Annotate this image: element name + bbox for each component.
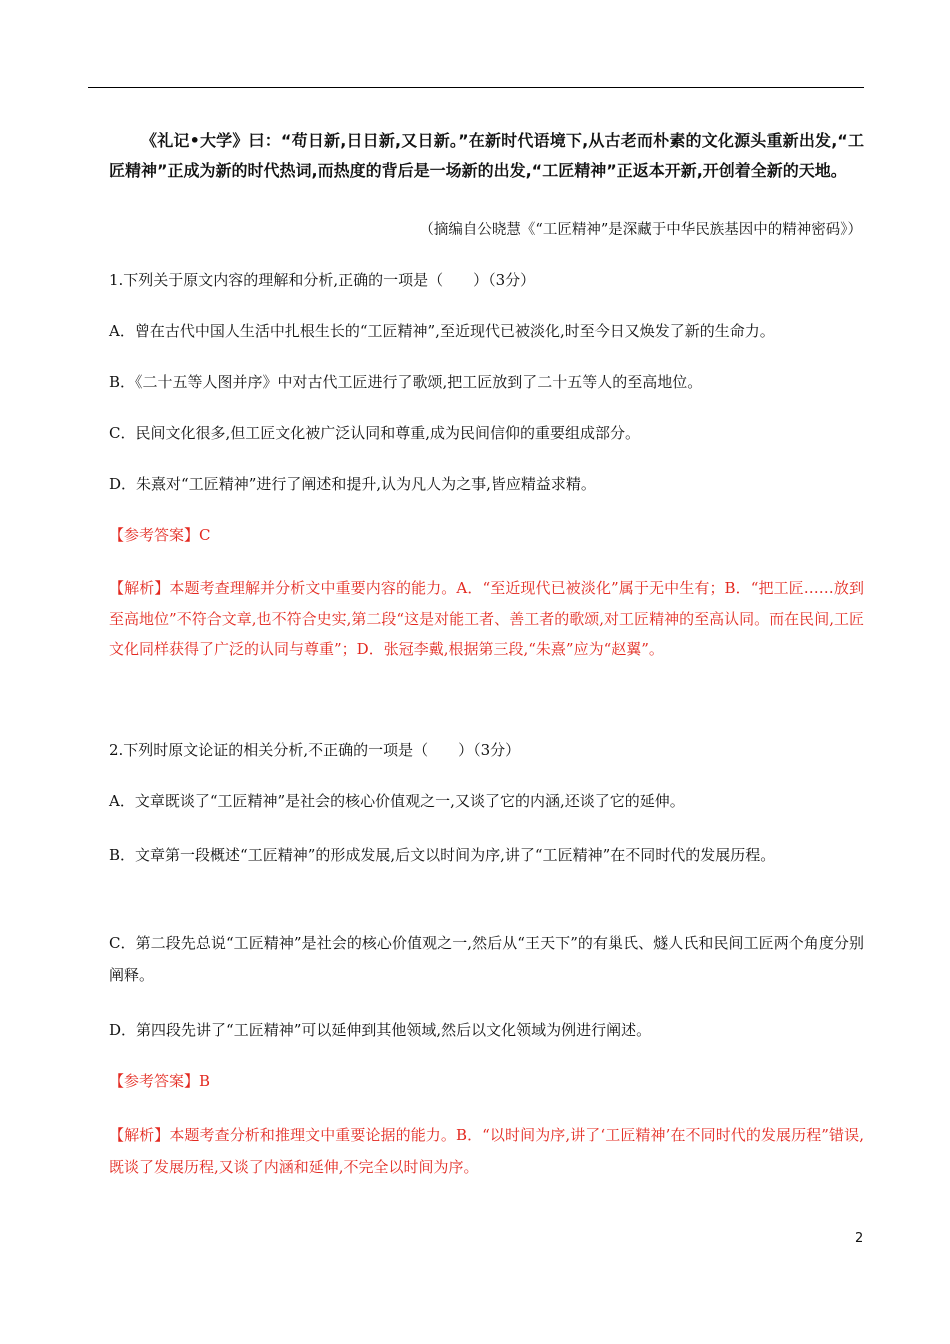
intro-paragraph: 《礼记•大学》曰：“苟日新,日日新,又日新。”在新时代语境下,从古老而朴素的文化源头重新出发,“工匠精神”正成为新的时代热词,而热度的背后是一场新的出发,“工匠精神”正返本开新,开创着全新的天地。 (109, 131, 864, 180)
header-rule (88, 87, 864, 88)
question-1-option-d: D．朱熹对“工匠精神”进行了阐述和提升,认为凡人为之事,皆应精益求精。 (109, 475, 596, 493)
question-2-option-b: B．文章第一段概述“工匠精神”的形成发展,后文以时间为序,讲了“工匠精神”在不同时代的发展历程。 (109, 846, 776, 864)
question-1-answer: 【参考答案】C (109, 526, 211, 544)
question-1-stem: 1.下列关于原文内容的理解和分析,正确的一项是（ ）（3分） (109, 271, 536, 289)
question-2-option-d: D．第四段先讲了“工匠精神”可以延伸到其他领域,然后以文化领域为例进行阐述。 (109, 1021, 652, 1039)
question-2-option-c: C．第二段先总说“工匠精神”是社会的核心价值观之一,然后从“王天下”的有巢氏、燧人氏和民间工匠两个角度分别阐释。 (109, 934, 864, 984)
question-1-option-b: B．《二十五等人图并序》中对古代工匠进行了歌颂,把工匠放到了二十五等人的至高地位。 (109, 373, 703, 391)
question-2-stem: 2.下列时原文论证的相关分析,不正确的一项是（ ）（3分） (109, 741, 521, 759)
question-2-option-a: A．文章既谈了“工匠精神”是社会的核心价值观之一,又谈了它的内涵,还谈了它的延伸。 (109, 792, 685, 810)
question-1-option-c: C．民间文化很多,但工匠文化被广泛认同和尊重,成为民间信仰的重要组成部分。 (109, 424, 641, 442)
source-citation: （摘编自公晓慧《“工匠精神”是深藏于中华民族基因中的精神密码》） (419, 222, 862, 238)
question-2-answer: 【参考答案】B (109, 1072, 211, 1090)
page-number: 2 (855, 1231, 864, 1246)
question-2-analysis: 【解析】本题考查分析和推理文中重要论据的能力。B．“以时间为序,讲了‘工匠精神’在不同时代的发展历程”错误,既谈了发展历程,又谈了内涵和延伸,不完全以时间为序。 (109, 1126, 864, 1176)
question-1-analysis: 【解析】本题考查理解并分析文中重要内容的能力。A．“至近现代已被淡化”属于无中生有；B．“把工匠……放到至高地位”不符合文章,也不符合史实,第二段“这是对能工者、善工者的歌颂,对工匠精神的至高认同。而在民间,工匠文化同样获得了广泛的认同与尊重”；D．张冠李戴,根据第三段,“朱熹”应为“赵翼”。 (109, 579, 864, 658)
question-1-option-a: A．曾在古代中国人生活中扎根生长的“工匠精神”,至近现代已被淡化,时至今日又焕发了新的生命力。 (109, 322, 775, 340)
